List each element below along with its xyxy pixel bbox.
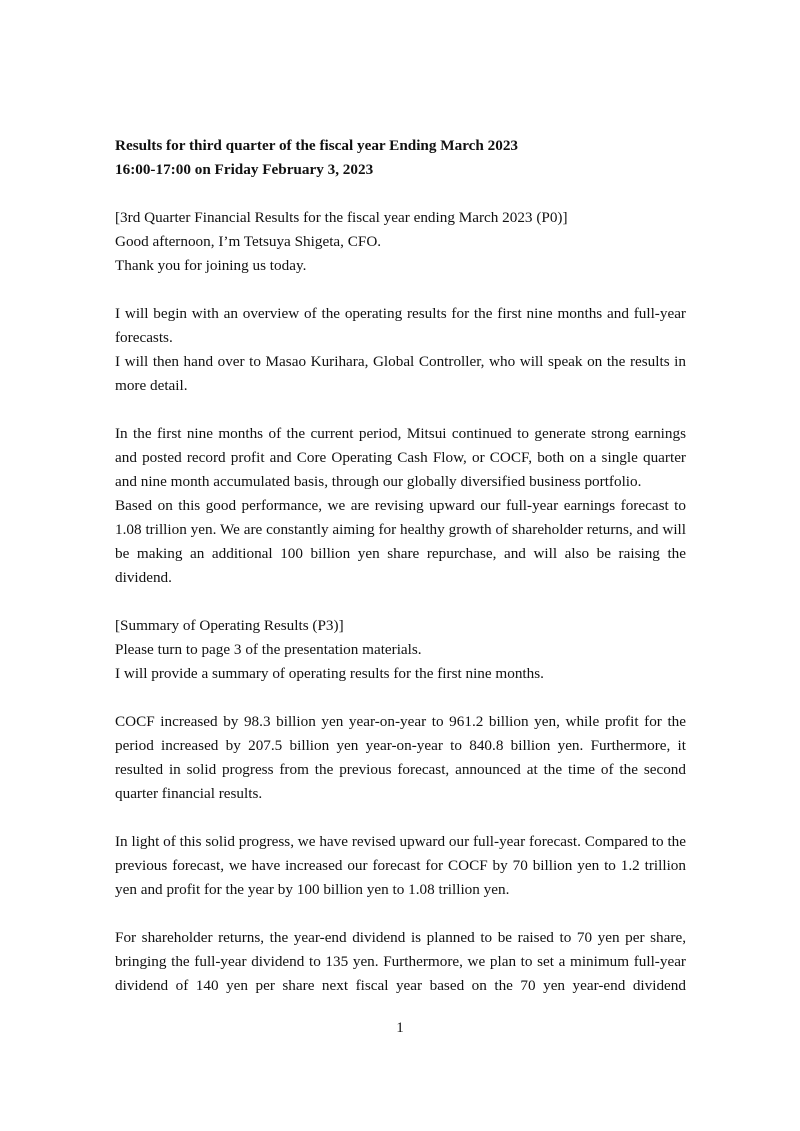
section-heading-p3: [Summary of Operating Results (P3)]: [115, 617, 344, 634]
page-reference-line: Please turn to page 3 of the presentation materials.: [115, 641, 422, 658]
spacer: [115, 590, 686, 614]
spacer: [115, 182, 686, 206]
event-datetime: 16:00-17:00 on Friday February 3, 2023: [115, 161, 374, 178]
forecast-revision-paragraph: Based on this good performance, we are revising upward our full-year earnings forecast to 1.08 trillion yen. We are constantly aiming for healthy growth of shareholder returns, and will be making an additional 100 billion yen share repurchase, and will also be raising the dividend.: [115, 497, 686, 586]
summary-intro-line: I will provide a summary of operating results for the first nine months.: [115, 665, 544, 682]
cocf-results-paragraph: COCF increased by 98.3 billion yen year-on-year to 961.2 billion yen, while profit for the period increased by 207.5 billion yen year-on-year to 840.8 billion yen. Furthermore, it resulted in solid progress from the previous forecast, announced at the time of the second quarter financial results.: [115, 713, 686, 802]
page-number: 1: [396, 1020, 404, 1036]
spacer: [115, 278, 686, 302]
handover-paragraph: I will then hand over to Masao Kurihara, Global Controller, who will speak on the results in more detail.: [115, 353, 686, 394]
overview-paragraph: I will begin with an overview of the operating results for the first nine months and full-year forecasts.: [115, 305, 686, 346]
section-heading-p0: [3rd Quarter Financial Results for the fiscal year ending March 2023 (P0)]: [115, 209, 568, 226]
greeting-line: Good afternoon, I’m Tetsuya Shigeta, CFO.: [115, 233, 382, 250]
revised-forecast-paragraph: In light of this solid progress, we have revised upward our full-year forecast. Compared to the previous forecast, we have increased our forecast for COCF by 70 billion yen to 1.2 trillion yen and profit for the year by 100 billion yen to 1.08 trillion yen.: [115, 833, 686, 898]
document-page: [115, 134, 686, 998]
spacer: [115, 398, 686, 422]
spacer: [115, 686, 686, 710]
spacer: [115, 806, 686, 830]
shareholder-returns-paragraph: For shareholder returns, the year-end dividend is planned to be raised to 70 yen per share, bringing the full-year dividend to 135 yen. Furthermore, we plan to set a minimum full-year dividend of 140 yen per share next fiscal year based on the 70 yen year-end dividend: [115, 929, 686, 994]
document-title: Results for third quarter of the fiscal year Ending March 2023: [115, 137, 519, 154]
thanks-line: Thank you for joining us today.: [115, 257, 307, 274]
performance-paragraph: In the first nine months of the current period, Mitsui continued to generate strong earnings and posted record profit and Core Operating Cash Flow, or COCF, both on a single quarter and nine month accumulated basis, through our globally diversified business portfolio.: [115, 425, 686, 490]
spacer: [115, 902, 686, 926]
